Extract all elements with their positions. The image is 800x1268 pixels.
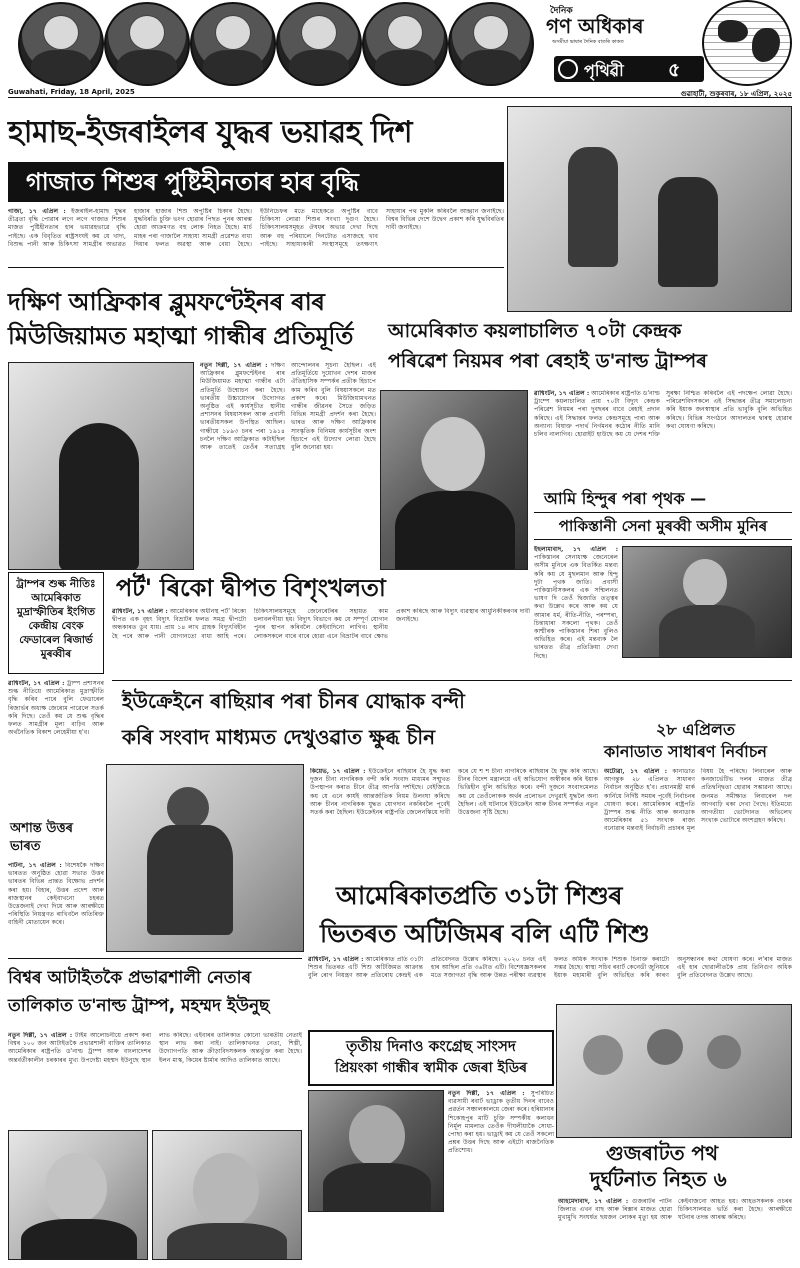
ukraine-body-text: ইউক্ৰেইনে ৰাছিয়াৰ হৈ যুদ্ধ কৰা দুজন চীনা নাগৰিকক বন্দী কৰি সংবাদ মাধ্যমৰ সন্মুখত উপস্থাপন কৰাত চীনে তীব্ৰ আপত্তি দৰ্শাইছে। বেইজিঙে কয় যে এনে কাৰ্যই আন্তৰ্জাতিক নিয়ম উলংঘা কৰিছে আৰু চীনৰ নাগৰিকক যুদ্ধত যোগদান নকৰিবলৈ পূৰ্বেই সতৰ্ক কৰা হৈছিল। ইউক্ৰেইনৰ ৰাষ্ট্ৰপতি জেলেনস্কিয়ে দাবী কৰে যে শ শ চীনা নাগৰিকে ৰাছিয়াৰ হৈ যুদ্ধ কৰি আছে। চীনৰ বিদেশ মন্ত্ৰালয়ে এই অভিযোগ অস্বীকাৰ কৰি ইয়াক ভিত্তিহীন বুলি অভিহিত কৰে। বন্দী দুজনে সংবাদমেলত কয় যে তেওঁলোকক অৰ্থৰ প্ৰলোভন দেখুৱাই যুদ্ধলৈ অনা হৈছিল। এই ঘটনাৰে ইউক্ৰেইন আৰু চীনৰ সম্পৰ্কত নতুন উত্তেজনা সৃষ্টি হৈছে।	[310, 768, 598, 817]
autism-dateline: ৱাশ্বিংটন, ১৭ এপ্ৰিল :	[308, 956, 364, 963]
children-classroom-photo	[556, 1004, 792, 1138]
munir-headline-box	[534, 512, 792, 540]
section-name: পৃথিৱী	[584, 61, 624, 80]
gandhi-headline-1: দক্ষিণ আফ্ৰিকাৰ ব্লুমফণ্টেইনৰ ৰাৰ	[8, 288, 325, 316]
gandhi-body-text: দক্ষিণ আফ্ৰিকাৰ ব্লুমফণ্টেইনৰ ৰাৰ মিউজিয়ামত মহাত্মা গান্ধীৰ এটা প্ৰতিমূৰ্তি উন্মোচন কৰা হৈছে। ভাৰতীয় উচ্চায়োগৰ উদ্যোগত অনুষ্ঠিত এই কাৰ্যসূচীত স্থানীয় প্ৰশাসনৰ বিষয়াসকল আৰু প্ৰবাসী ভাৰতীয়সকল উপস্থিত আছিল। গান্ধীয়ে ১৮৯৩ চনৰ পৰা ১৯১৪ চনলৈ দক্ষিণ আফ্ৰিকাত কটাইছিল আৰু তাতেই তেওঁৰ সত্যাগ্ৰহ আন্দোলনৰ সূচনা হৈছিল। এই প্ৰতিমূৰ্তিয়ে দুয়োখন দেশৰ মাজৰ ঐতিহাসিক সম্পৰ্কৰ প্ৰতীক হিচাপে কাম কৰিব বুলি বিষয়াসকলে মত প্ৰকাশ কৰে। মিউজিয়ামখনত গান্ধীৰ জীৱনৰ সৈতে জড়িত বিভিন্ন সামগ্ৰী প্ৰদৰ্শন কৰা হৈছে। ভাৰত আৰু দক্ষিণ আফ্ৰিকাৰ সাংস্কৃতিক বিনিময় কাৰ্যসূচীৰ অংশ হিচাপে এই উদ্যোগ লোৱা হৈছে বুলি জনোৱা হয়।	[200, 362, 376, 452]
leader-portrait-2	[104, 2, 190, 86]
gaza-children-photo	[507, 106, 792, 312]
unrest-dateline: পাটনা, ১৭ এপ্ৰিল :	[8, 862, 62, 869]
gandhi-dateline: নতুন দিল্লী, ১৭ এপ্ৰিল :	[200, 362, 268, 369]
vadra-headline-2: প্ৰিয়ংকা গান্ধীৰ স্বামীক জেৰা ইডিৰ	[334, 1060, 528, 1076]
dateline-assamese: গুৱাহাটী, শুকুৰবাৰ, ১৮ এপ্ৰিল, ২০২৫	[680, 90, 792, 98]
puerto-rico-body	[112, 608, 530, 672]
canada-body	[604, 768, 792, 878]
ukraine-body	[310, 768, 598, 878]
gujarat-headline-2: দুৰ্ঘটনাত নিহত ৬	[590, 1167, 727, 1191]
gandhi-headline-2: মিউজিয়ামত মহাত্মা গান্ধীৰ প্ৰতিমূৰ্তি	[8, 322, 354, 350]
gujarat-headline-1: গুজৰাটত পথ	[606, 1141, 719, 1165]
gujarat-dateline: আহমেদাবাদ, ১৭ এপ্ৰিল :	[558, 1198, 629, 1205]
puerto-rico-headline: পৰ্ট' ৰিকো দ্বীপত বিশৃংখলতা	[116, 574, 386, 602]
ukraine-dateline: কিয়েভ, ১৭ এপ্ৰিল :	[310, 768, 366, 775]
munir-body	[534, 546, 618, 674]
gujarat-body-text: গুজৰাটৰ পাটন জিলাত এখন বাছ আৰু ৰিক্সাৰ মাজত হোৱা মুখামুখি সংঘৰ্ষত ছয়জন লোকৰ মৃত্যু হয় আৰু কেইবাজনো আহত হয়। আহতসকলক ওচৰৰ চিকিৎসালয়ত ভৰ্তি কৰা হৈছে। আৰক্ষীয়ে ঘটনাৰ তদন্ত আৰম্ভ কৰিছে।	[558, 1198, 792, 1222]
soldier-photo	[106, 764, 304, 952]
canada-headline-2: কানাডাত সাধাৰণ নিৰ্বাচন	[604, 742, 767, 761]
time100-headline-1: বিশ্বৰ আটাইতকৈ প্ৰভাৱশালী নেতাৰ	[8, 968, 252, 988]
globe-icon	[558, 59, 578, 79]
gandhi-body	[200, 362, 376, 570]
vadra-dateline: নতুন দিল্লী, ১৭ এপ্ৰিল :	[448, 1090, 525, 1097]
masthead-title: গণ অধিকাৰ	[546, 14, 644, 38]
gaza-body-text: ইজৰাইল-হামাছ যুদ্ধৰ তীব্ৰতা বৃদ্ধি পোৱাৰ লগে লগে গাজাত শিশুৰ মাজত পুষ্টিহীনতাৰ হাৰ ভয়াৱহভাৱে বৃদ্ধি পাইছে। এক বিবৃতিত ৰাষ্ট্ৰসংঘই কয় যে খাদ্য, বিশুদ্ধ পানী আৰু চিকিৎসা সামগ্ৰীৰ অভাৱত হাজাৰ হাজাৰ শিশু অপুষ্টিৰ চিকাৰ হৈছে। যুদ্ধবিৰতি চুক্তি ভংগ হোৱাৰ পিছত পুনৰ আৰম্ভ হোৱা আক্ৰমণত বহু লোক নিহত হৈছে। মাৰ্চ মাহৰ পৰা গাজালৈ সাহায্য সামগ্ৰী প্ৰৱেশত বাধা দিয়াৰ ফলত অৱস্থা আৰু বেয়া হৈছে। ইউনিচেফৰ মতে মাহেকতে অপুষ্টিৰ বাবে চিকিৎসা লোৱা শিশুৰ সংখ্যা দুগুণ হৈছে। চিকিৎসালয়সমূহত ঔষধৰ অভাৱ দেখা দিছে আৰু বহু পৰিয়ালে দিনটোত এসাজহে খাব পাইছে। সাহায্যকাৰী সংস্থাসমূহে তৎক্ষণাৎ সাহায্যৰ পথ মুকলি কৰিবলৈ আহ্বান জনাইছে। বিশ্বৰ বিভিন্ন দেশে উদ্বেগ প্ৰকাশ কৰি যুদ্ধবিৰতিৰ দাবী জনাইছে।	[8, 208, 504, 248]
puerto-rico-dateline: ৱাশ্বিংটন, ১৭ এপ্ৰিল :	[112, 608, 168, 615]
world-map-icon	[702, 0, 792, 86]
unrest-body	[8, 862, 104, 954]
autism-body-text: আমেৰিকাত প্ৰতি ৩১টা শিশুৰ ভিতৰত এটি শিশু অটিজিমত আক্ৰান্ত বুলি ৰোগ নিয়ন্ত্ৰণ আৰু প্ৰতিৰোধ কেন্দ্ৰই এক প্ৰতিবেদনত উল্লেখ কৰিছে। ২০২০ চনত এই হাৰ আছিল প্ৰতি ৩৬টাত এটি। বিশেষজ্ঞসকলৰ মতে সজাগতা বৃদ্ধি আৰু উন্নত পৰীক্ষা ব্যৱস্থাৰ ফলত অধিক সংখ্যক শিশুক চিনাক্ত কৰাটো সম্ভৱ হৈছে। স্বাস্থ্য সচিব ৰবাৰ্ট কেনেডী জুনিয়ৰে ইয়াক মহামাৰী বুলি অভিহিত কৰি কাৰণ অনুসন্ধানৰ কথা ঘোষণা কৰে। ল'ৰাৰ মাজত এই হাৰ ছোৱালীতকৈ প্ৰায় তিনিগুণ অধিক বুলি প্ৰতিবেদনত উল্লেখ আছে।	[308, 956, 792, 980]
rule-2	[112, 680, 792, 681]
gaza-dateline: গাজা, ১৭ এপ্ৰিল :	[8, 208, 66, 215]
rule-1	[8, 267, 504, 268]
autism-body	[308, 956, 792, 1004]
leader-portrait-5	[362, 2, 448, 86]
coal-headline-1: আমেৰিকাত কয়লাচালিত ৭০টা কেন্দ্ৰক	[388, 320, 682, 342]
gaza-body	[8, 208, 504, 264]
trump-time100-photo	[8, 1130, 148, 1260]
munir-headline-1: আমি হিন্দুৰ পৰা পৃথক —	[544, 489, 707, 508]
coal-body-text: আমেৰিকাৰ ৰাষ্ট্ৰপতি ড'নাল্ড ট্ৰাম্পে কয়লাচালিত প্ৰায় ৭০টা বিদ্যুৎ কেন্দ্ৰক পৰিৱেশ নিয়মৰ পৰা দুবছৰৰ বাবে ৰেহাই প্ৰদান কৰিছে। এই সিদ্ধান্তৰ ফলত কেন্দ্ৰসমূহে পাৰা আৰু অন্যান্য বিষাক্ত পদাৰ্থ নিৰ্গমনৰ কঠোৰ নীতি মানি চলিব নালাগিব। হোৱাইট হাউছে কয় যে দেশৰ শক্তি সুৰক্ষা নিশ্চিত কৰিবলৈ এই পদক্ষেপ লোৱা হৈছে। পৰিৱেশবিদসকলে এই সিদ্ধান্তৰ তীব্ৰ সমালোচনা কৰি ইয়াক জনস্বাস্থ্যৰ প্ৰতি ভাবুকি বুলি অভিহিত কৰিছে। বিভিন্ন সংগঠনে আদালতৰ দ্বাৰস্থ হোৱাৰ কথা ঘোষণা কৰিছে।	[534, 390, 792, 439]
leader-portrait-4	[276, 2, 362, 86]
gaza-subheadline-box	[8, 162, 504, 202]
time100-body	[8, 1032, 302, 1124]
vadra-headline-box	[308, 1030, 554, 1086]
canada-body-text: কানাডাত আগন্তুক ২৮ এপ্ৰিলত সাধাৰণ নিৰ্বাচন অনুষ্ঠিত হ'ব। প্ৰধানমন্ত্ৰী মাৰ্ক কাৰ্নিয়ে নিৰ্দিষ্ট সময়ৰ পূৰ্বেই নিৰ্বাচনৰ ঘোষণা কৰে। আমেৰিকাৰ ৰাষ্ট্ৰপতি ট্ৰাম্পৰ শুল্ক নীতি আৰু কানাডাক আমেৰিকাৰ ৫১ সংখ্যক ৰাজ্য বনোৱাৰ মন্তব্যই নিৰ্বাচনী প্ৰচাৰৰ মূল বিষয় হৈ পৰিছে। লিবাৰেল আৰু কনজাৰ্ভেটিভ দলৰ মাজত তীব্ৰ প্ৰতিদ্বন্দ্বিতা হোৱাৰ সম্ভাৱনা আছে। জনমত সমীক্ষাত লিবাৰেল দল আগবাঢ়ি থকা দেখা গৈছে। ইতিমধ্যে আগতীয়া ভোটদানত অভিলেখ সংখ্যক ভোটাৰে অংশগ্ৰহণ কৰিছে।	[604, 768, 792, 833]
canada-headline-1: ২৮ এপ্ৰিলত	[656, 720, 735, 739]
page-number: ৫	[668, 59, 681, 81]
leader-portrait-6	[448, 2, 534, 86]
dateline-bar	[8, 88, 792, 98]
section-tab	[554, 56, 704, 82]
trump-photo	[380, 390, 528, 570]
gujarat-body	[558, 1198, 792, 1258]
leader-portrait-3	[190, 2, 276, 86]
time100-headline-2: তালিকাত ড'নাল্ড ট্ৰাম্প, মহম্মদ ইউনুছ	[8, 996, 270, 1016]
dateline-english: Guwahati, Friday, 18 April, 2025	[8, 88, 135, 96]
fed-headline: ট্ৰাম্পৰ শুল্ক নীতিঃ আমেৰিকাত মুদ্ৰাস্ফীতিৰ ইংগিত কেন্দ্ৰীয় বেংক ফেডাৰেল ৰিজাৰ্ভ মুৰব্বীৰ	[16, 578, 96, 660]
masthead-strip	[8, 0, 792, 86]
gandhi-statue-photo	[8, 362, 194, 570]
coal-headline-2: পৰিৱেশ নিয়মৰ পৰা ৰেহাই ড'নাল্ড ট্ৰাম্পৰ	[388, 350, 707, 372]
yunus-photo	[152, 1130, 302, 1260]
munir-body-text: পাকিস্তানৰ সেনাধ্যক্ষ জেনেৰেল অসীম মুনিৰে এক বিতৰ্কিত মন্তব্য কৰি কয় যে মুছলমান আৰু হিন্দু দুটা পৃথক জাতি। প্ৰবাসী পাকিস্তানীসকলৰ এক সন্মিলনত ভাষণ দি তেওঁ দ্বিজাতি তত্ত্বৰ কথা উল্লেখ কৰে আৰু কয় যে আমাৰ ধৰ্ম, ৰীতি-নীতি, পৰম্পৰা, চিন্তাধাৰা সকলো পৃথক। তেওঁ কাশ্মীৰক পাকিস্তানৰ শিৰা বুলিও অভিহিত কৰে। এই মন্তব্যক লৈ ভাৰতত তীব্ৰ প্ৰতিক্ৰিয়া দেখা দিছে।	[534, 554, 618, 660]
autism-headline-1: আমেৰিকাতপ্ৰতি ৩১টা শিশুৰ	[336, 881, 623, 910]
time100-dateline: নতুন দিল্লী, ১৭ এপ্ৰিল :	[8, 1032, 73, 1039]
masthead-prefix: দৈনিক	[550, 6, 573, 16]
vadra-body	[448, 1090, 554, 1258]
munir-headline-2: পাকিস্তানী সেনা মুৰব্বী অসীম মুনিৰ	[558, 517, 768, 535]
munir-dateline: ইছলামাবাদ, ১৭ এপ্ৰিল :	[534, 546, 618, 553]
vadra-body-text: সুপৰিচিত ব্যৱসায়ী ৰবাৰ্ট ভাড্ৰাক তৃতীয় দিনৰ বাবেও প্ৰৱৰ্তন সঞ্চালকালয়ে জেৰা কৰে। হৰিয়ানাৰ শিকোহপুৰ মাটি চুক্তি সম্পৰ্কীয় কলাধন নিৰ্মূল মামলাত তেওঁক দীঘলীয়াকৈ সোধা-পোছা কৰা হয়। ভাড্ৰাই কয় যে তেওঁ সকলো প্ৰশ্নৰ উত্তৰ দিছে আৰু এইটো ৰাজনৈতিক প্ৰতিশোধ।	[448, 1090, 554, 1155]
unrest-body-text: বিশেষকৈ দক্ষিণ ভাৰতত অনুষ্ঠিত হোৱা সভাত উত্তৰ ভাৰতৰ বিভিন্ন প্ৰান্তত বিক্ষোভ প্ৰদৰ্শন কৰা হয়। বিহাৰ, উত্তৰ প্ৰদেশ আৰু ৰাজস্থানৰ কেইবাখনো চহৰত উত্তেজনাই দেখা দিয়ে আৰু আৰক্ষীয়ে পৰিস্থিতি নিয়ন্ত্ৰণত ৰাখিবলৈ অতিৰিক্ত বাহিনী মোতায়েন কৰে।	[8, 862, 104, 927]
fed-headline-box	[8, 572, 104, 674]
fed-body	[8, 680, 104, 788]
ukraine-headline-1: ইউক্ৰেইনে ৰাছিয়াৰ পৰা চীনৰ যোদ্ধাক বন্দী	[122, 689, 465, 713]
fed-dateline: ৱাশ্বিংটন, ১৭ এপ্ৰিল :	[8, 680, 65, 687]
vadra-photo	[308, 1090, 444, 1212]
masthead-logo	[542, 2, 692, 52]
gaza-subheadline: গাজাত শিশুৰ পুষ্টিহীনতাৰ হাৰ বৃদ্ধি	[26, 168, 359, 196]
gaza-headline: হামাছ-ইজৰাইলৰ যুদ্ধৰ ভয়াৱহ দিশ	[8, 115, 412, 150]
time100-body-text: টাইম আলোচনীয়ে প্ৰকাশ কৰা বিশ্বৰ ১০০ জন আটাইতকৈ প্ৰভাৱশালী ব্যক্তিৰ তালিকাত আমেৰিকাৰ ৰাষ্ট্ৰপতি ড'নাল্ড ট্ৰাম্প আৰু বাংলাদেশৰ অন্তৰ্বৰ্তীকালীন চৰকাৰৰ মুখ্য উপদেষ্টা মহম্মদ ইউনুছে স্থান লাভ কৰিছে। এইবাৰৰ তালিকাত কোনো ভাৰতীয় নেতাই স্থান লাভ কৰা নাই। তালিকাখনত নেতা, শিল্পী, উদ্যোগপতি আৰু ক্ৰীড়াবিদসকলক অন্তৰ্ভুক্ত কৰা হৈছে। ইলন মাস্ক, কিয়েৰ ষ্টাৰ্মাৰ আদিও তালিকাত আছে।	[8, 1032, 302, 1064]
vadra-headline-1: তৃতীয় দিনাও কংগ্ৰেছ সাংসদ	[346, 1037, 516, 1055]
ukraine-headline-2: কৰি সংবাদ মাধ্যমত দেখুওৱাত ক্ষুব্ধ চীন	[122, 725, 436, 749]
fed-body-text: ট্ৰাম্প প্ৰশাসনৰ শুল্ক নীতিয়ে আমেৰিকাত মুদ্ৰাস্ফীতি বৃদ্ধি কৰিব পাৰে বুলি ফেডাৰেল ৰিজাৰ্ভৰ অধ্যক্ষ জেৰোম পাৱেলে সতৰ্ক কৰি দিছে। তেওঁ কয় যে শুল্ক বৃদ্ধিৰ ফলত সামগ্ৰীৰ মূল্য বাঢ়িব আৰু অৰ্থনৈতিক বিকাশ লেহেমীয়া হ'ব।	[8, 680, 104, 737]
puerto-rico-body-text: আমেৰিকাৰ অধীনস্থ পৰ্ট' ৰিকো দ্বীপত এক বৃহৎ বিদ্যুৎ বিভ্ৰাটৰ ফলত সমগ্ৰ দ্বীপটো অন্ধকাৰত ডুব যায়। প্ৰায় ১৪ লাখ গ্ৰাহক বিদ্যুৎবিহীন হৈ পৰে আৰু পানী যোগানতো বাধা আহি পৰে। চিকিৎসালয়সমূহে জেনেৰেটৰৰ সহায়ত কাম চলাবলগীয়া হয়। বিদ্যুৎ বিভাগে কয় যে সম্পূৰ্ণ যোগান পুনৰ স্থাপন কৰিবলৈ কেইবাদিনো লাগিব। স্থানীয় লোকসকলে বাৰে বাৰে হোৱা এনে বিভ্ৰাটৰ বাবে ক্ষোভ প্ৰকাশ কৰিছে আৰু বিদ্যুৎ ব্যৱস্থাৰ আধুনিকীকৰণৰ দাবী জনাইছে।	[112, 608, 530, 640]
autism-headline-2: ভিতৰত অটিজিমৰ বলি এটি শিশু	[320, 919, 650, 948]
masthead-tagline: অসমীয়া ভাষাৰ দৈনিক বাতৰি কাকত	[552, 39, 624, 45]
munir-photo	[622, 546, 792, 658]
leader-portrait-1	[18, 2, 104, 86]
unrest-headline: অশান্ত উত্তৰ ভাৰত	[10, 821, 73, 854]
coal-dateline: ৱাশ্বিংটন, ১৭ এপ্ৰিল :	[534, 390, 590, 397]
time100-headline-box	[8, 958, 302, 1028]
coal-body	[534, 390, 792, 482]
canada-dateline: অটোৱা, ১৭ এপ্ৰিল :	[604, 768, 668, 775]
